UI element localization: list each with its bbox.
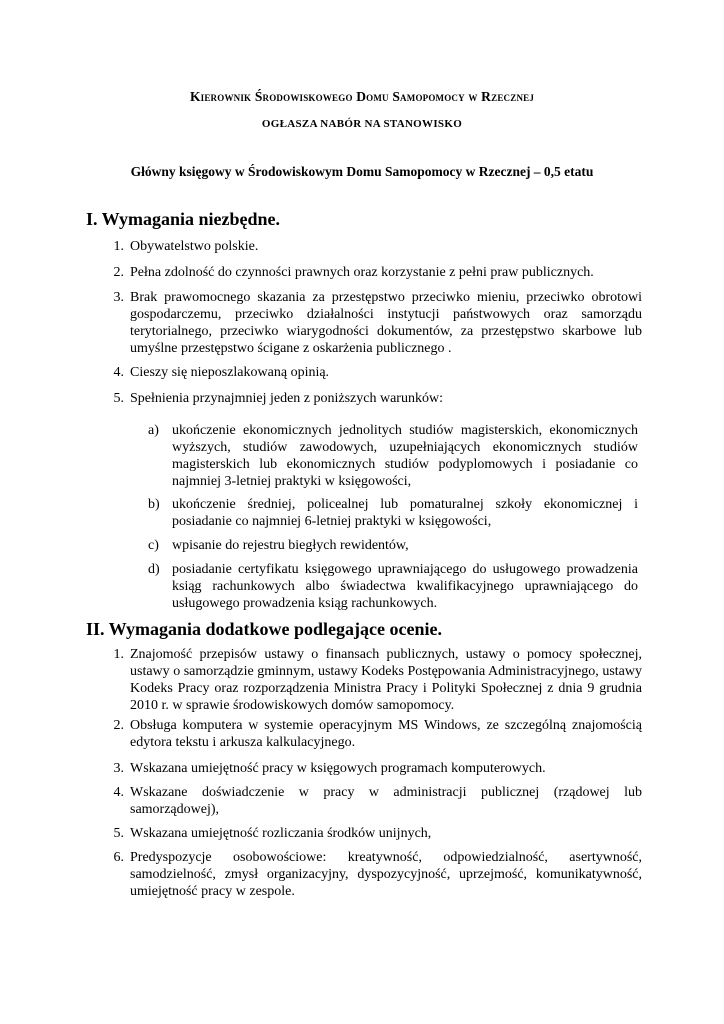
sub-list-item bbox=[148, 537, 638, 554]
list-item-text: Wskazana umiejętność pracy w księgowych programach komputerowych. bbox=[130, 761, 546, 776]
list-item-number: 3. bbox=[113, 290, 124, 305]
list-item-text: Pełna zdolność do czynności prawnych oraz korzystanie z pełni praw publicznych. bbox=[130, 265, 594, 280]
list-item bbox=[86, 264, 642, 281]
sub-list-item bbox=[148, 496, 638, 530]
sub-list-item bbox=[148, 561, 638, 612]
list-item-text: Predyspozycje osobowościowe: kreatywność, odpowiedzialność, asertywność, samodzielność, zmysł organizacyjny, dyspozycyjność, uprzejmość, komunikatywność, umiejętność pracy w zespole. bbox=[130, 850, 642, 899]
document-header-subtitle: OGŁASZA NABÓR NA STANOWISKO bbox=[261, 118, 463, 130]
list-item-text: Znajomość przepisów ustawy o finansach publicznych, ustawy o pomocy społecznej, ustawy o samorządzie gminnym, ustawy Kodeks Postępowania Administracyjnego, ustawy Kodeks Pracy oraz rozporządzenia Ministra Pracy i Polityki Społecznej z dnia 9 grudnia 2010 r. w sprawie środowiskowych domów samopomocy. bbox=[130, 647, 642, 713]
sub-list-item-text: ukończenie średniej, policealnej lub pomaturalnej szkoły ekonomicznej i posiadanie co najmniej 6-letniej praktyki w księgowości, bbox=[172, 497, 638, 529]
list-item bbox=[86, 825, 642, 842]
sub-list-item-text: posiadanie certyfikatu księgowego uprawniającego do usługowego prowadzenia ksiąg rachunkowych albo świadectwa kwalifikacyjnego uprawniającego do usługowego prowadzenia ksiąg rachunkowych. bbox=[172, 562, 638, 611]
list-item bbox=[86, 289, 642, 357]
list-item bbox=[86, 849, 642, 900]
list-item-number: 4. bbox=[113, 785, 124, 800]
sub-list-item bbox=[148, 422, 638, 490]
list-item-number: 1. bbox=[113, 647, 124, 662]
sub-list-item-letter: a) bbox=[148, 423, 159, 438]
list-item-number: 2. bbox=[113, 718, 124, 733]
section-1-heading: I. Wymagania niezbędne. bbox=[86, 209, 281, 229]
sub-list-item-letter: b) bbox=[148, 497, 160, 512]
sub-list-item-text: wpisanie do rejestru biegłych rewidentów, bbox=[172, 538, 409, 553]
list-item bbox=[86, 784, 642, 818]
list-item bbox=[86, 238, 642, 255]
list-item-number: 6. bbox=[113, 850, 124, 865]
list-item-text: Obywatelstwo polskie. bbox=[130, 239, 259, 254]
list-item-number: 3. bbox=[113, 761, 124, 776]
list-item-text: Cieszy się nieposzlakowaną opinią. bbox=[130, 365, 330, 380]
list-item-text: Wskazane doświadczenie w pracy w administracji publicznej (rządowej lub samorządowej), bbox=[130, 785, 642, 817]
list-item-number: 1. bbox=[113, 239, 124, 254]
list-item-text: Brak prawomocnego skazania za przestępstwo przeciwko mieniu, przeciwko obrotowi gospodarczemu, przeciwko działalności instytucji państwowych oraz samorządu terytorialnego, przeciwko wiarygodności dokumentów, za przestępstwo skarbowe lub umyślne przestępstwo ścigane z oskarżenia publicznego . bbox=[130, 290, 642, 356]
list-item-number: 2. bbox=[113, 265, 124, 280]
list-item-text: Obsługa komputera w systemie operacyjnym MS Windows, ze szczególną znajomością edytora tekstu i arkusza kalkulacyjnego. bbox=[130, 718, 642, 750]
list-item bbox=[86, 364, 642, 381]
sub-list-item-text: ukończenie ekonomicznych jednolitych studiów magisterskich, ekonomicznych wyższych, studiów zawodowych, uzupełniających ekonomicznych studiów magisterskich lub ekonomicznych studiów podyplomowych i posiadanie co najmniej 3-letniej praktyki w księgowości, bbox=[172, 423, 638, 489]
sub-list-item-letter: c) bbox=[148, 538, 159, 553]
section-2-heading: II. Wymagania dodatkowe podlegające ocenie. bbox=[86, 619, 443, 639]
list-item-text: Wskazana umiejętność rozliczania środków unijnych, bbox=[130, 826, 432, 841]
list-item bbox=[86, 390, 642, 407]
list-item bbox=[86, 760, 642, 777]
position-title: Główny księgowy w Środowiskowym Domu Samopomocy w Rzecznej – 0,5 etatu bbox=[130, 164, 594, 179]
list-item-number: 5. bbox=[113, 826, 124, 841]
document-header-title: Kierownik Środowiskowego Domu Samopomocy w Rzecznej bbox=[189, 89, 535, 104]
sub-list-item-letter: d) bbox=[148, 562, 160, 577]
list-item bbox=[86, 646, 642, 714]
list-item-text: Spełnienia przynajmniej jeden z poniższych warunków: bbox=[130, 391, 443, 406]
list-item-number: 4. bbox=[113, 365, 124, 380]
list-item-number: 5. bbox=[113, 391, 124, 406]
list-item bbox=[86, 717, 642, 751]
